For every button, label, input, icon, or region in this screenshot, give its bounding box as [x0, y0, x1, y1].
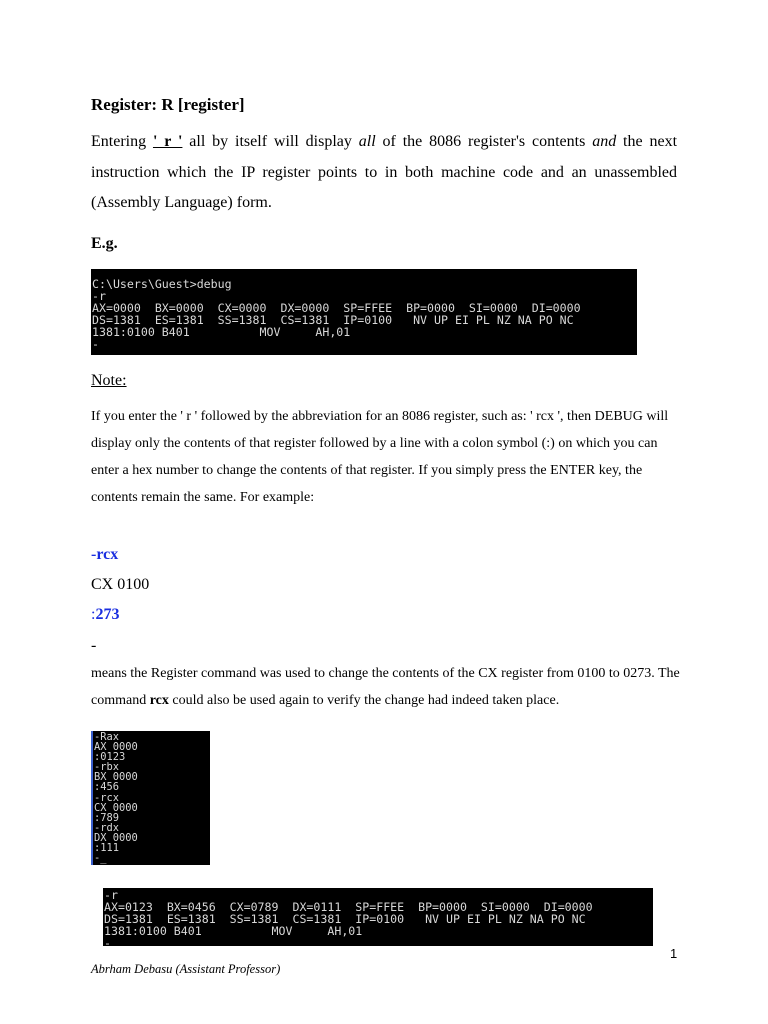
terminal-line: -rcx — [94, 791, 120, 804]
note-label: Note: — [91, 372, 127, 389]
terminal-line: :456 — [94, 781, 120, 794]
section-heading: Register: R [register] — [91, 95, 245, 114]
intro-text: the next instruction which the IP register points to in both machine code and an unassembled (Assembly Language) form. — [91, 133, 678, 211]
terminal-line: AX=0000 BX=0000 CX=0000 DX=0000 SP=FFEE BP=0000 SI=0000 DI=0000 — [92, 301, 581, 315]
emphasis-all: all — [358, 133, 376, 150]
example-register-value: CX 0100 — [91, 576, 150, 593]
terminal-line: :789 — [94, 811, 120, 824]
intro-text: of the 8086 register's contents — [375, 133, 593, 150]
terminal-line: - — [92, 337, 99, 351]
terminal-line: -rbx — [94, 761, 120, 774]
intro-paragraph — [91, 127, 677, 219]
colon-prompt: : — [91, 606, 96, 623]
terminal-line: -Rax — [94, 731, 120, 743]
r-command: ' r ' — [152, 133, 183, 150]
terminal-line: AX 0000 — [94, 741, 138, 754]
terminal-line: C:\Users\Guest>debug — [92, 277, 232, 291]
explanation-paragraph — [91, 660, 681, 714]
terminal-line: DX 0000 — [94, 831, 138, 844]
terminal-line: AX=0123 BX=0456 CX=0789 DX=0111 SP=FFEE BP=0000 SI=0000 DI=0000 — [104, 900, 593, 914]
explanation-text: means the Register command was used to change the contents of the CX register from 0100 to 0273. The command — [91, 666, 680, 708]
terminal-line: CX 0000 — [94, 801, 138, 814]
terminal-line: 1381:0100 B401 MOV AH,01 — [104, 924, 363, 938]
terminal-line: -rdx — [94, 821, 120, 834]
debug-terminal-screenshot — [91, 269, 637, 355]
terminal-line: :111 — [94, 842, 120, 855]
terminal-line: DS=1381 ES=1381 SS=1381 CS=1381 IP=0100 NV UP EI PL NZ NA PO NC — [92, 313, 574, 327]
terminal-line: -r — [104, 888, 118, 902]
rcx-command: rcx — [149, 693, 169, 708]
terminal-line: 1381:0100 B401 MOV AH,01 — [92, 325, 351, 339]
register-edit-terminal-screenshot — [91, 731, 210, 865]
terminal-line: -_ — [94, 852, 107, 865]
example-prompt: - — [91, 637, 97, 654]
intro-text: Entering — [91, 133, 153, 150]
terminal-line: - — [104, 936, 111, 946]
entered-value: 273 — [95, 606, 120, 623]
explanation-text: could also be used again to verify the change had indeed taken place. — [168, 693, 560, 708]
example-new-value — [91, 606, 119, 624]
example-label: E.g. — [91, 235, 118, 252]
terminal-line: BX 0000 — [94, 771, 138, 784]
example-command-rcx: -rcx — [91, 546, 119, 563]
terminal-line: -r — [92, 289, 106, 303]
terminal-line: :0123 — [94, 751, 126, 764]
page-number: 1 — [670, 946, 678, 961]
note-paragraph: If you enter the ' r ' followed by the abbreviation for an 8086 register, such as: ' rcx ', then DEBUG will display only the contents of that register followed by a line with a colon symbol (:) on which you can enter a hex number to change the contents of that register. If you simply press the ENTER key, the contents remain the same. For example: — [91, 409, 669, 505]
emphasis-and: and — [592, 133, 617, 150]
register-dump-terminal-screenshot — [103, 888, 653, 946]
terminal-line: DS=1381 ES=1381 SS=1381 CS=1381 IP=0100 NV UP EI PL NZ NA PO NC — [104, 912, 586, 926]
footer-author: Abrham Debasu (Assistant Professor) — [91, 962, 281, 976]
intro-text: all by itself will display — [182, 133, 359, 150]
